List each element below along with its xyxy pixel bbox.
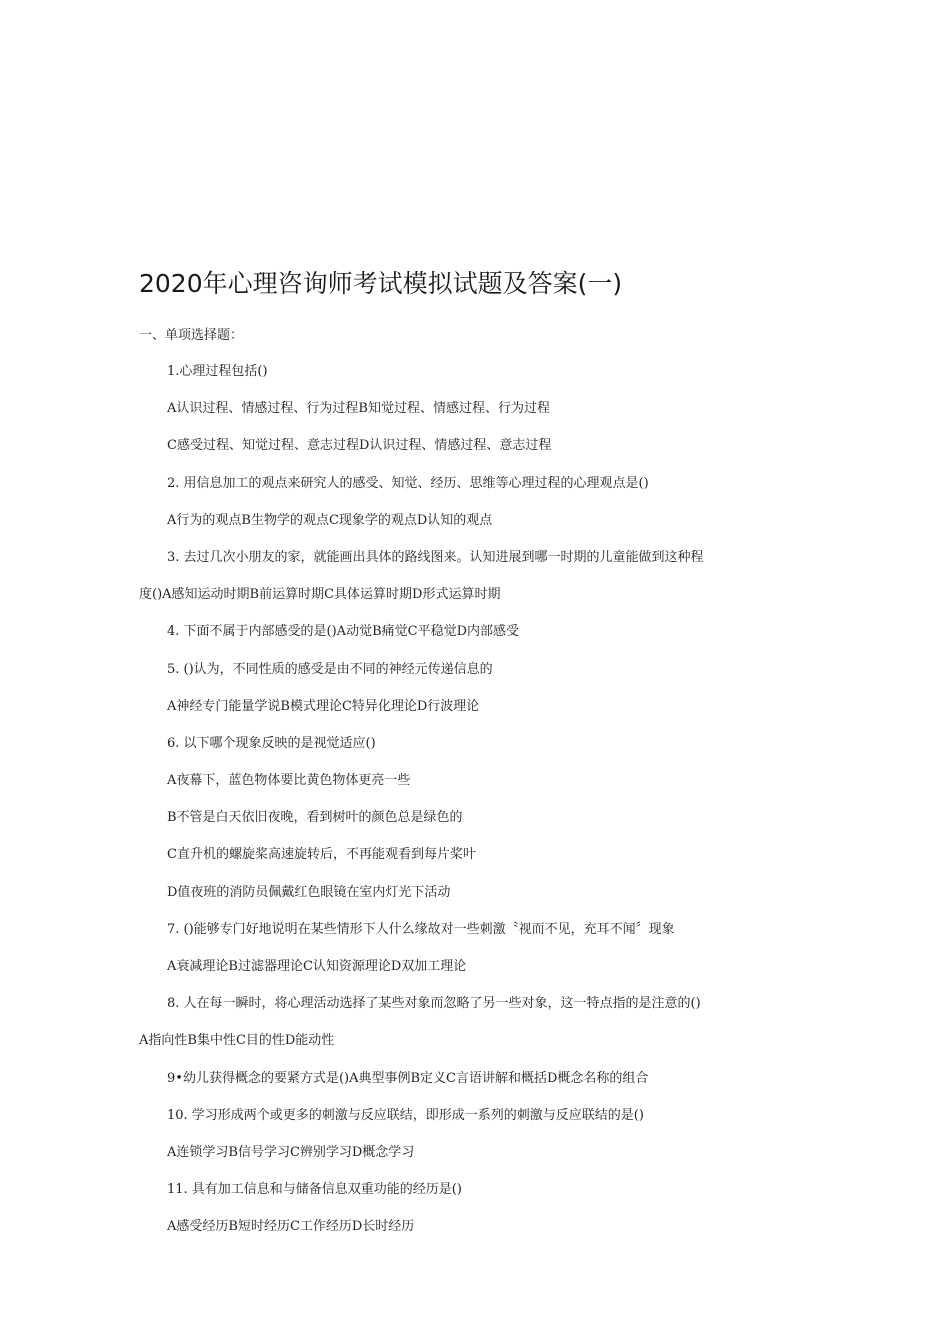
question-line: A指向性B集中性C目的性D能动性 bbox=[139, 1033, 335, 1049]
question-line: A感受经历B短时经历C工作经历D长时经历 bbox=[167, 1219, 415, 1235]
question-line: A行为的观点B生物学的观点C现象学的观点D认知的观点 bbox=[167, 512, 493, 528]
page-title: 2020年心理咨询师考试模拟试题及答案(一) bbox=[139, 269, 623, 298]
question-line: 4. 下面不属于内部感受的是()A动觉B痛觉C平稳觉D内部感受 bbox=[167, 624, 519, 640]
question-line: 3. 去过几次小朋友的家，就能画出具体的路线图来。认知进展到哪一时期的儿童能做到这种程 bbox=[167, 549, 704, 565]
question-line: 8. 人在每一瞬时，将心理活动选择了某些对象而忽略了另一些对象，这一特点指的是注意的() bbox=[167, 996, 701, 1012]
question-line: B不管是白天依旧夜晚，看到树叶的颜色总是绿色的 bbox=[167, 810, 463, 826]
section-heading: 一、单项选择题： bbox=[139, 328, 244, 343]
question-line: 度()A感知运动时期B前运算时期C具体运算时期D形式运算时期 bbox=[139, 587, 501, 603]
question-line: 7. ()能够专门好地说明在某些情形下人什么缘故对一些刺激〝视而不见，充耳不闻〞现象 bbox=[167, 921, 675, 937]
question-line: C感受过程、知觉过程、意志过程D认识过程、情感过程、意志过程 bbox=[167, 438, 552, 454]
question-line: A连锁学习B信号学习C辨别学习D概念学习 bbox=[167, 1144, 415, 1160]
question-line: A认识过程、情感过程、行为过程B知觉过程、情感过程、行为过程 bbox=[167, 401, 550, 417]
question-line: A衰减理论B过滤器理论C认知资源理论D双加工理论 bbox=[167, 959, 467, 974]
question-line: 1.心理过程包括() bbox=[167, 364, 268, 379]
question-line: 9•幼儿获得概念的要紧方式是()A典型事例B定义C言语讲解和概括D概念名称的组合 bbox=[167, 1070, 649, 1086]
question-line: D值夜班的消防员佩戴红色眼镜在室内灯光下活动 bbox=[167, 884, 451, 900]
question-line: 5. ()认为，不同性质的感受是由不同的神经元传递信息的 bbox=[167, 661, 493, 677]
question-line: 11. 具有加工信息和与储备信息双重功能的经历是() bbox=[167, 1182, 462, 1198]
question-line: 6. 以下哪个现象反映的是视觉适应() bbox=[167, 735, 376, 751]
question-line: 2. 用信息加工的观点来研究人的感受、知觉、经历、思维等心理过程的心理观点是() bbox=[167, 475, 649, 491]
question-list bbox=[0, 362, 950, 1255]
question-line: A神经专门能量学说B模式理论C特异化理论D行波理论 bbox=[167, 698, 480, 714]
question-line: 10. 学习形成两个或更多的刺激与反应联结，即形成一系列的刺激与反应联结的是() bbox=[167, 1107, 644, 1123]
question-line: A夜幕下，蓝色物体要比黄色物体更亮一些 bbox=[167, 773, 411, 789]
question-line: C直升机的螺旋桨高速旋转后，不再能观看到每片桨叶 bbox=[167, 847, 476, 863]
